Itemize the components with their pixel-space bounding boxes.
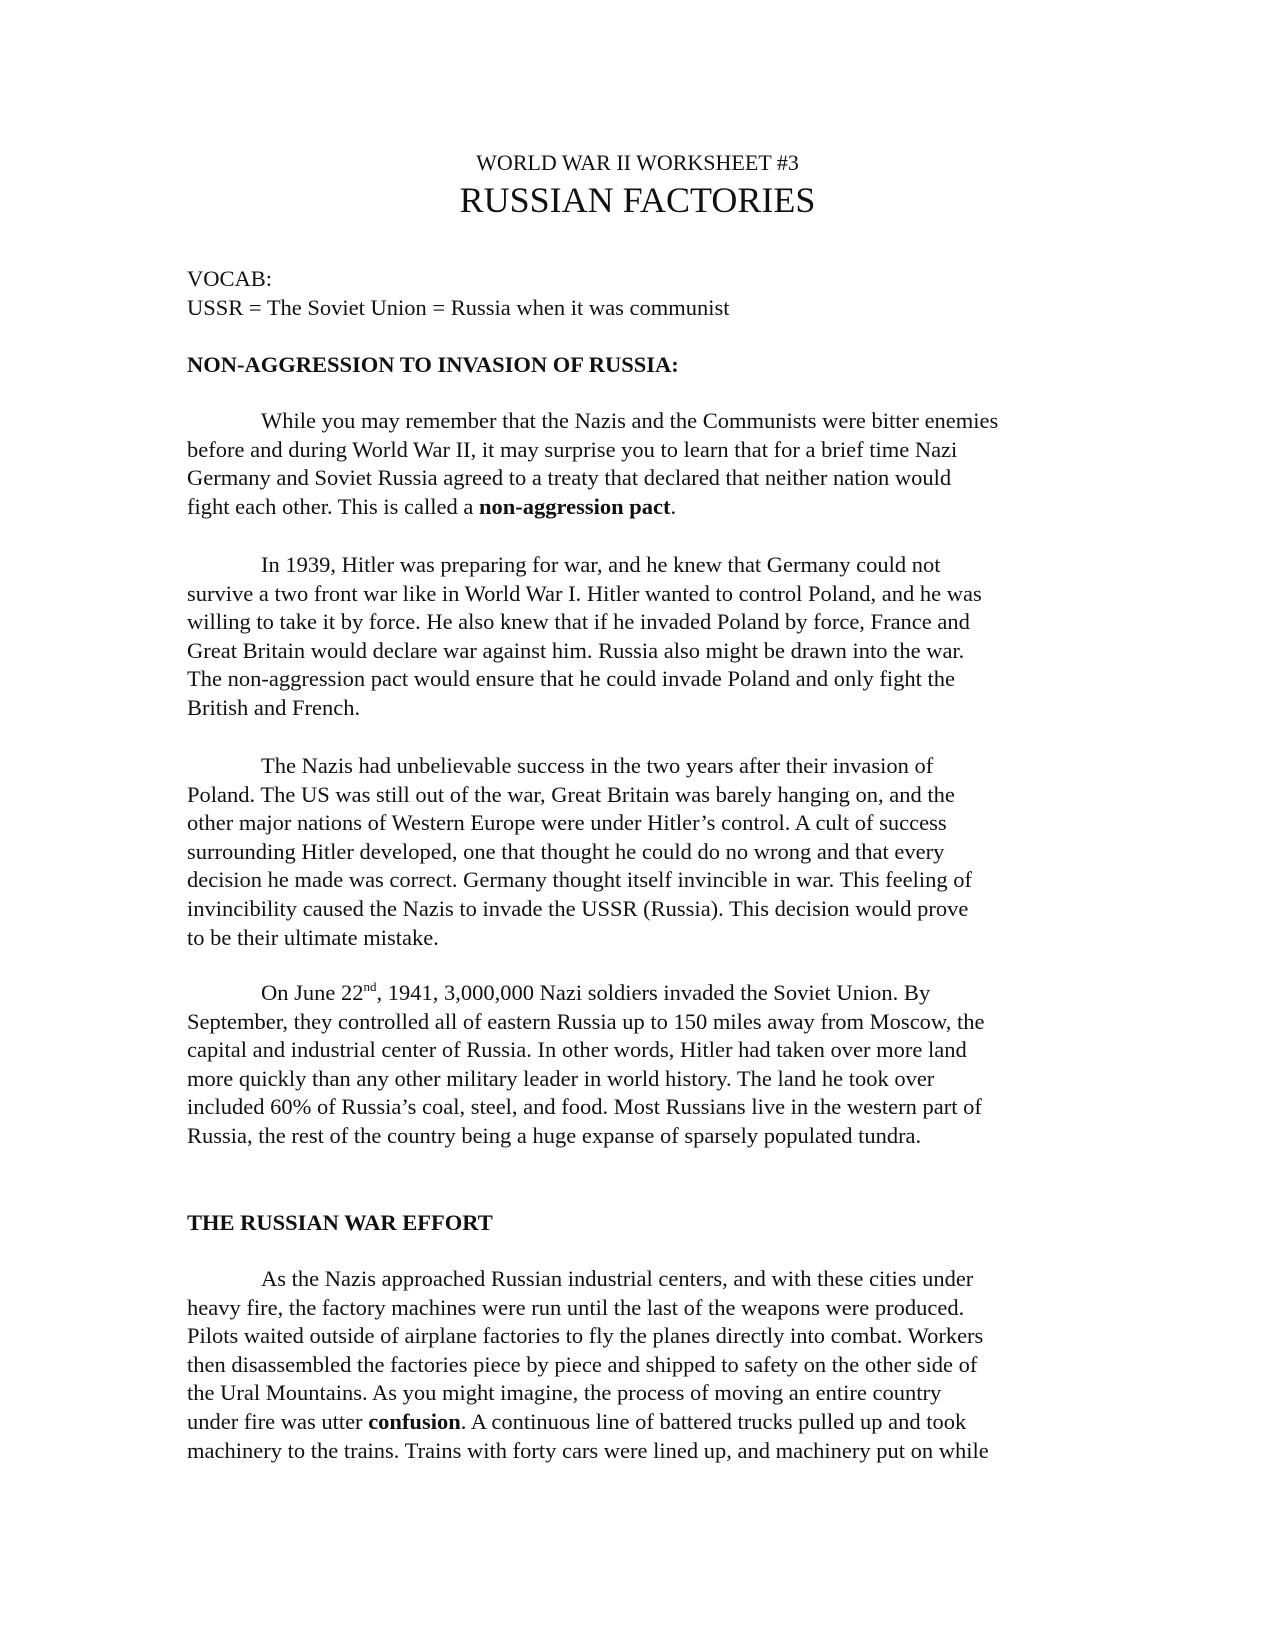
paragraph-line: Pilots waited outside of airplane factories to fly the planes directly into combat. Workers bbox=[187, 1323, 984, 1349]
paragraph-line: Russia, the rest of the country being a huge expanse of sparsely populated tundra. bbox=[187, 1122, 922, 1148]
paragraph-line: then disassembled the factories piece by piece and shipped to safety on the other side of bbox=[187, 1351, 978, 1377]
paragraph-line: As the Nazis approached Russian industrial centers, and with these cities under bbox=[261, 1266, 974, 1291]
paragraph-line: heavy fire, the factory machines were run until the last of the weapons were produced. bbox=[187, 1294, 965, 1320]
paragraph-line bbox=[187, 979, 1087, 1008]
line-text: On June 22 bbox=[261, 980, 364, 1005]
paragraph-line: invincibility caused the Nazis to invade the USSR (Russia). This decision would prove bbox=[187, 895, 969, 921]
line-text: . A continuous line of battered trucks pulled up and took bbox=[460, 1408, 967, 1434]
paragraph-nazi-success bbox=[187, 752, 1087, 952]
vocab-block bbox=[187, 265, 1087, 322]
paragraph-line: more quickly than any other military leader in world history. The land he took over bbox=[187, 1065, 935, 1091]
line-text: fight each other. This is called a bbox=[187, 493, 479, 519]
page-title: RUSSIAN FACTORIES bbox=[459, 180, 816, 220]
paragraph-line: to be their ultimate mistake. bbox=[187, 924, 439, 950]
paragraph-line: included 60% of Russia’s coal, steel, and food. Most Russians live in the western part of bbox=[187, 1094, 982, 1120]
ordinal-suffix: nd bbox=[363, 979, 377, 994]
line-text: . bbox=[670, 493, 677, 519]
vocab-label: VOCAB: bbox=[187, 266, 273, 291]
paragraph-line: The non-aggression pact would ensure that he could invade Poland and only fight the bbox=[187, 666, 955, 692]
paragraph-line: Germany and Soviet Russia agreed to a treaty that declared that neither nation would bbox=[187, 465, 952, 491]
paragraph-line: While you may remember that the Nazis and the Communists were bitter enemies bbox=[261, 408, 999, 433]
line-text: under fire was utter bbox=[187, 1408, 369, 1434]
paragraph-line: capital and industrial center of Russia. In other words, Hitler had taken over more land bbox=[187, 1037, 967, 1063]
section-heading-non-aggression: NON-AGGRESSION TO INVASION OF RUSSIA: bbox=[187, 352, 679, 377]
paragraph-line: Great Britain would declare war against him. Russia also might be drawn into the war. bbox=[187, 637, 965, 663]
paragraph-line bbox=[187, 1408, 1087, 1437]
paragraph-line: British and French. bbox=[187, 694, 361, 720]
bold-term-confusion: confusion bbox=[368, 1408, 461, 1434]
section-heading-war-effort: THE RUSSIAN WAR EFFORT bbox=[187, 1210, 493, 1235]
paragraph-line: In 1939, Hitler was preparing for war, and he knew that Germany could not bbox=[261, 552, 941, 577]
paragraph-line: before and during World War II, it may surprise you to learn that for a brief time Nazi bbox=[187, 436, 958, 462]
paragraph-line: decision he made was correct. Germany thought itself invincible in war. This feeling of bbox=[187, 867, 972, 893]
paragraph-line: Poland. The US was still out of the war, Great Britain was barely hanging on, and the bbox=[187, 781, 955, 807]
bold-term-non-aggression-pact: non-aggression pact bbox=[479, 493, 671, 519]
line-text: , 1941, 3,000,000 Nazi soldiers invaded the Soviet Union. By bbox=[376, 980, 931, 1005]
paragraph-june-1941 bbox=[187, 979, 1087, 1151]
paragraph-1939 bbox=[187, 551, 1087, 723]
worksheet-kicker: WORLD WAR II WORKSHEET #3 bbox=[476, 150, 799, 175]
paragraph-line: September, they controlled all of eastern Russia up to 150 miles away from Moscow, the bbox=[187, 1008, 985, 1034]
paragraph-line: surrounding Hitler developed, one that thought he could do no wrong and that every bbox=[187, 838, 945, 864]
paragraph-war-effort bbox=[187, 1265, 1087, 1465]
vocab-entry: USSR = The Soviet Union = Russia when it was communist bbox=[187, 294, 730, 320]
paragraph-line bbox=[187, 493, 1087, 522]
paragraph-line: willing to take it by force. He also knew that if he invaded Poland by force, France and bbox=[187, 609, 970, 635]
paragraph-line: The Nazis had unbelievable success in the two years after their invasion of bbox=[261, 753, 934, 778]
paragraph-non-aggression bbox=[187, 407, 1087, 521]
paragraph-line: machinery to the trains. Trains with forty cars were lined up, and machinery put on while bbox=[187, 1437, 989, 1463]
paragraph-line: survive a two front war like in World War I. Hitler wanted to control Poland, and he was bbox=[187, 580, 982, 606]
paragraph-line: other major nations of Western Europe were under Hitler’s control. A cult of success bbox=[187, 810, 947, 836]
paragraph-line: the Ural Mountains. As you might imagine, the process of moving an entire country bbox=[187, 1380, 942, 1406]
